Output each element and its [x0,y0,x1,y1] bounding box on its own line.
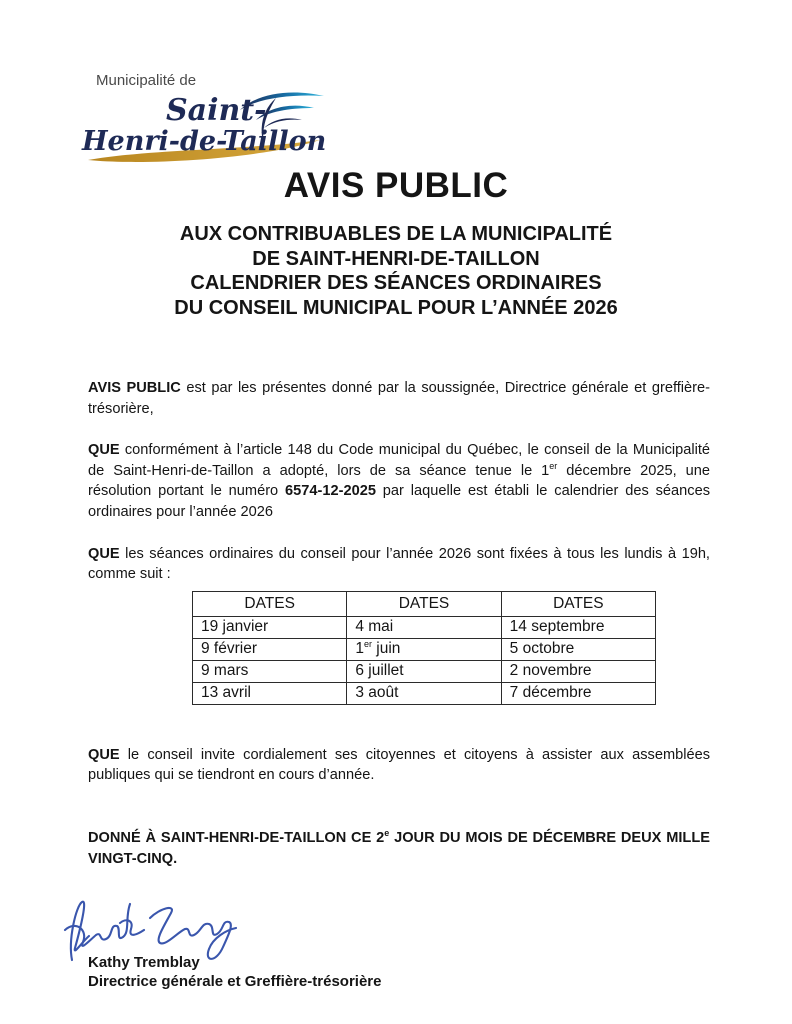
dates-header-1: DATES [193,591,347,616]
date-cell: 6 juillet [347,660,501,682]
table-row [193,660,656,682]
logo-name-line1: Saint- [166,93,267,128]
date-cell-num: 1 [355,639,364,657]
date-cell: 19 janvier [193,616,347,638]
paragraph-given [88,828,710,869]
paragraph-schedule [88,544,710,585]
date-cell: 2 novembre [501,660,655,682]
table-row [193,638,656,660]
paragraph-intro-lead: AVIS PUBLIC [88,380,181,396]
superscript-e: e [384,828,390,839]
paragraph-resolution-text-3: par laquelle est établi le calendrier des séances ordinaires pour l’année 2026 [88,483,710,520]
date-cell-rest: juin [371,639,401,657]
date-cell [347,638,501,660]
signatory-role: Directrice générale et Greffière-trésorière [88,973,382,991]
page-title: AVIS PUBLIC [283,166,509,205]
paragraph-invitation-lead: QUE [88,746,120,763]
subtitle-line-1: AUX CONTRIBUABLES DE LA MUNICIPALITÉ [179,223,613,245]
dates-header-3: DATES [501,591,655,616]
subtitle-line-2: DE SAINT-HENRI-DE-TAILLON [252,247,540,270]
table-row [193,682,656,704]
subtitle-line-3: CALENDRIER DES SÉANCES ORDINAIRES [190,272,602,294]
date-cell: 9 mars [193,660,347,682]
paragraph-invitation [88,745,710,786]
date-cell: 9 février [193,638,347,660]
paragraph-resolution-lead: QUE [88,442,120,459]
signatory-name: Kathy Tremblay [88,954,200,972]
superscript-er: er [363,638,372,649]
superscript-er: er [549,460,558,471]
date-cell: 4 mai [347,616,501,638]
table-header-row [193,591,656,616]
subtitle-line-4: DU CONSEIL MUNICIPAL POUR L’ANNÉE 2026 [174,296,618,319]
logo-name-line2: Henri-de-Taillon [82,126,327,157]
paragraph-given-text-1: DONNÉ À SAINT-HENRI-DE-TAILLON CE 2 [88,829,385,846]
meeting-dates-table [192,591,656,705]
logo-graphic [80,70,330,170]
paragraph-resolution [88,440,710,522]
date-cell: 5 octobre [501,638,655,660]
notice-body [88,378,710,990]
paragraph-resolution-text-2: décembre 2025, une résolution portant le numéro [88,462,710,500]
date-cell: 7 décembre [501,682,655,704]
notice-subtitle [0,222,792,320]
signature-block [88,890,710,990]
resolution-number: 6574-12-2025 [285,483,376,500]
date-cell: 3 août [347,682,501,704]
paragraph-resolution-text-1: conformément à l’article 148 du Code municipal du Québec, le conseil de la Municipalité de Saint-Henri-de-Taillon a adopté, lors de sa séance tenue le 1 [88,442,710,479]
date-cell: 13 avril [193,682,347,704]
dates-header-2: DATES [347,591,501,616]
paragraph-invitation-text: le conseil invite cordialement ses citoyennes et citoyens à assister aux assemblées publiques qui se tiendront en cours d’année. [88,746,710,784]
municipality-logo [80,70,330,170]
paragraph-schedule-text: les séances ordinaires du conseil pour l’année 2026 sont fixées à tous les lundis à 19h, comme suit : [88,545,710,583]
table-row [193,616,656,638]
date-cell: 14 septembre [501,616,655,638]
paragraph-given-text-2: JOUR DU MOIS DE DÉCEMBRE DEUX MILLE VINGT-CINQ. [88,829,710,867]
paragraph-schedule-lead: QUE [88,545,120,562]
paragraph-intro-text: est par les présentes donné par la soussignée, Directrice générale et greffière-trésorière, [88,380,711,417]
logo-prefix-text: Municipalité de [96,72,197,89]
paragraph-intro [88,378,710,419]
